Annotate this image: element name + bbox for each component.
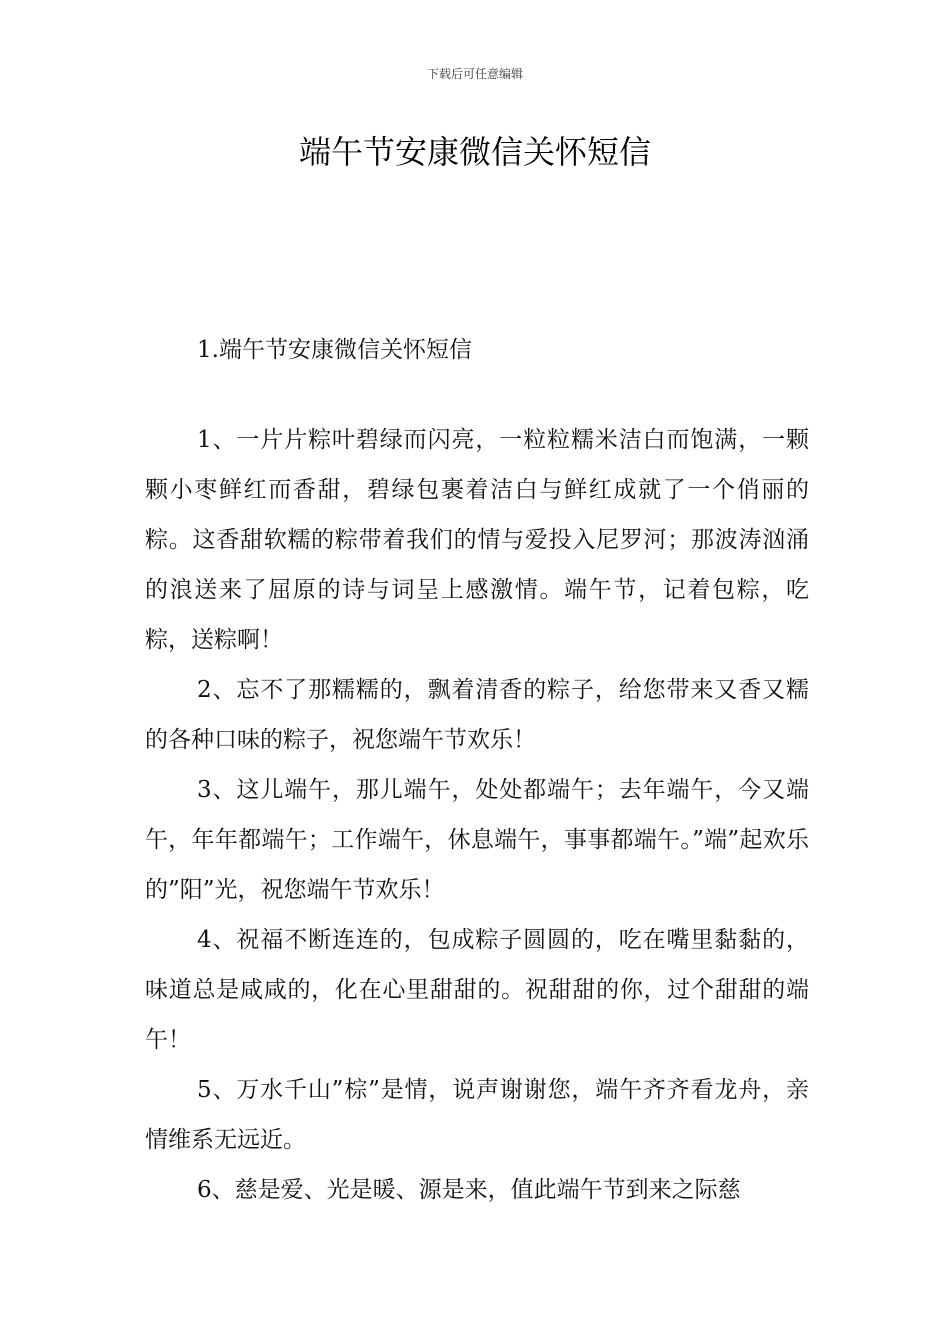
paragraph-1: 1、一片片粽叶碧绿而闪亮，一粒粒糯米洁白而饱满，一颗颗小枣鲜红而香甜，碧绿包裹着洁白与鲜红成就了一个俏丽的粽。这香甜软糯的粽带着我们的情与爱投入尼罗河；那波涛汹涌的浪送来了屈原的诗与词呈上感激情。端午节，记着包粽，吃粽，送粽啊！ (145, 427, 809, 653)
paragraph-2: 2、忘不了那糯糯的，飘着清香的粽子，给您带来又香又糯的各种口味的粽子，祝您端午节欢乐！ (145, 677, 809, 753)
section-heading: 1.端午节安康微信关怀短信 (197, 337, 472, 363)
document-title: 端午节安康微信关怀短信 (298, 133, 651, 171)
document-body (145, 325, 809, 1215)
paragraph-3: 3、这儿端午，那儿端午，处处都端午；去年端午，今又端午，年年都端午；工作端午，休息端午，事事都端午。”端”起欢乐的”阳”光，祝您端午节欢乐！ (145, 777, 809, 903)
header-note: 下载后可任意编辑 (426, 67, 523, 81)
paragraph-4: 4、祝福不断连连的，包成粽子圆圆的，吃在嘴里黏黏的，味道总是咸咸的，化在心里甜甜的。祝甜甜的你，过个甜甜的端午！ (145, 927, 809, 1053)
paragraph-6: 6、慈是爱、光是暖、源是来，值此端午节到来之际慈 (197, 1177, 741, 1203)
paragraph-5: 5、万水千山”棕”是情，说声谢谢您，端午齐齐看龙舟，亲情维系无远近。 (145, 1077, 809, 1153)
spacer (145, 375, 809, 415)
